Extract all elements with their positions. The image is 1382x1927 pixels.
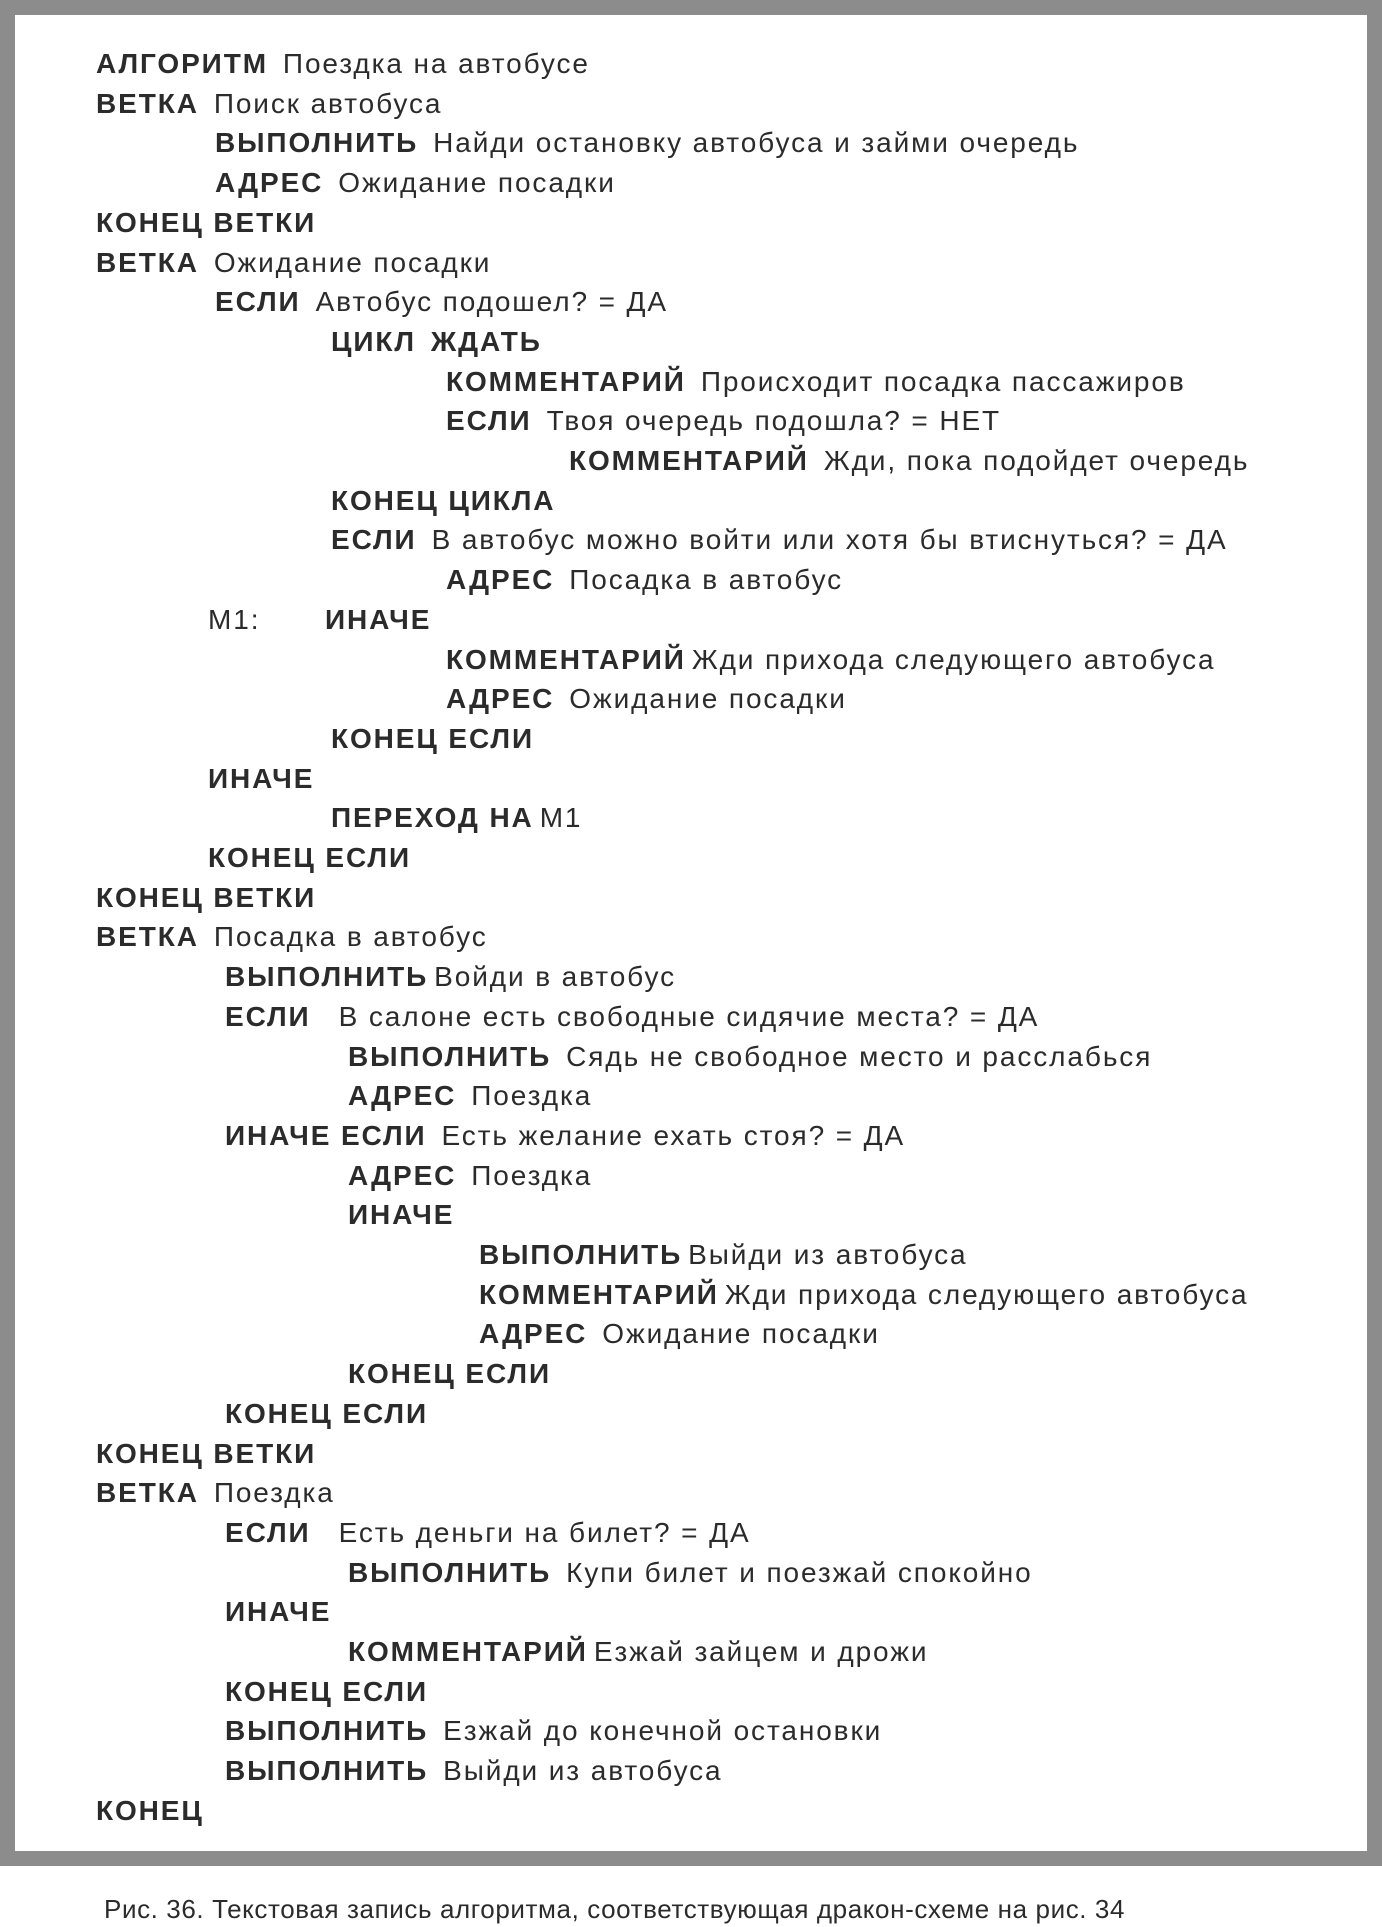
keyword: ЕСЛИ [215, 286, 301, 318]
keyword: ВЫПОЛНИТЬ [348, 1556, 552, 1588]
statement-text: Ожидание посадки [569, 683, 847, 715]
else-line [325, 603, 432, 635]
comment-line [446, 643, 1216, 675]
else-line [208, 762, 315, 794]
keyword: АДРЕС [348, 1159, 457, 1191]
address-line [446, 685, 847, 713]
statement-text: М1 [539, 802, 583, 834]
statement-text: Автобус подошел? = ДА [315, 286, 668, 318]
statement-text: Ожидание посадки [338, 167, 616, 199]
statement-text: Поездка на автобусе [282, 48, 590, 79]
keyword: ВЫПОЛНИТЬ [348, 1040, 552, 1072]
address-line [348, 1159, 593, 1191]
branch-line [96, 923, 488, 951]
statement-text: Есть желание ехать стоя? = ДА [441, 1119, 906, 1151]
statement-text: Выйди из автобуса [443, 1755, 723, 1787]
comment-line [479, 1278, 1249, 1310]
if-line [215, 288, 668, 316]
comment-line [569, 447, 1249, 475]
statement-text: Ожидание посадки [602, 1318, 880, 1350]
address-line [446, 566, 843, 594]
comment-line [446, 365, 1186, 397]
keyword: ВЫПОЛНИТЬ [215, 127, 419, 159]
keyword: КОНЕЦ ЕСЛИ [208, 842, 411, 873]
statement-text: Выйди из автобуса [688, 1239, 968, 1270]
keyword: ЕСЛИ [446, 405, 532, 437]
statement-text: Езжай зайцем и дрожи [593, 1636, 929, 1667]
keyword: КОММЕНТАРИЙ [479, 1278, 719, 1310]
statement-text: Купи билет и поезжай спокойно [566, 1556, 1033, 1588]
statement-text: Сядь не свободное место и расслабься [566, 1040, 1153, 1072]
keyword: ВЫПОЛНИТЬ [225, 961, 429, 993]
label-line [208, 603, 261, 635]
keyword: АЛГОРИТМ [96, 48, 268, 79]
goto-line [331, 804, 582, 832]
keyword: ВЕТКА [96, 1477, 199, 1509]
keyword: КОММЕНТАРИЙ [446, 643, 686, 675]
statement-text: Поиск автобуса [213, 87, 443, 119]
statement-text: Посадка в автобус [569, 564, 844, 596]
keyword: ВЫПОЛНИТЬ [225, 1755, 429, 1787]
keyword: ВЕТКА [96, 87, 199, 119]
keyword: АДРЕС [348, 1080, 457, 1112]
keyword: ЖДАТЬ [430, 325, 542, 357]
keyword: ИНАЧЕ [325, 603, 432, 635]
statement-text: Поездка [213, 1477, 335, 1509]
keyword: КОНЕЦ ЕСЛИ [225, 1675, 428, 1707]
keyword: ЕСЛИ [331, 524, 417, 556]
keyword: ИНАЧЕ [208, 762, 315, 794]
statement-text: Поездка [471, 1159, 593, 1191]
statement-text: Езжай до конечной остановки [443, 1715, 883, 1747]
end-loop-line [331, 484, 556, 516]
statement-text: Войди в автобус [434, 961, 676, 993]
action-line [348, 1040, 1153, 1072]
keyword: ИНАЧЕ [348, 1199, 455, 1231]
address-line [348, 1082, 592, 1110]
if-line [446, 407, 1001, 435]
statement-text: Жди прихода следующего автобуса [724, 1278, 1249, 1310]
action-line [479, 1241, 968, 1269]
keyword: АДРЕС [479, 1318, 588, 1350]
keyword: КОНЕЦ ВЕТКИ [96, 881, 317, 913]
if-line [225, 1516, 751, 1548]
end-branch-line [96, 206, 317, 238]
statement-text: Жди прихода следующего автобуса [691, 643, 1216, 675]
statement-text: Твоя очередь подошла? = НЕТ [546, 405, 1002, 437]
keyword: КОНЕЦ ЦИКЛА [331, 484, 556, 516]
statement-text: Жди, пока подойдет очередь [823, 445, 1250, 476]
address-line [215, 169, 616, 197]
action-line [225, 1717, 882, 1745]
statement-text: Поездка [471, 1080, 593, 1112]
statement-text: Найди остановку автобуса и займи очередь [433, 127, 1080, 159]
keyword: ВЕТКА [96, 921, 199, 953]
keyword: КОНЕЦ ЕСЛИ [225, 1397, 428, 1429]
action-line [225, 1757, 723, 1785]
end-if-line [331, 722, 534, 754]
address-line [479, 1320, 880, 1348]
end-if-line [225, 1397, 428, 1429]
statement-text: Ожидание посадки [213, 246, 492, 278]
end-branch-line [96, 1437, 317, 1469]
action-line [215, 129, 1079, 157]
action-line [225, 963, 676, 991]
algorithm-header-line [96, 50, 590, 78]
else-line [348, 1201, 454, 1229]
keyword: ВЫПОЛНИТЬ [479, 1239, 683, 1270]
end-if-line [225, 1675, 428, 1707]
keyword: ВЫПОЛНИТЬ [225, 1715, 429, 1747]
statement-text: Посадка в автобус [213, 921, 488, 953]
keyword: АДРЕС [215, 167, 324, 199]
end-if-line [208, 844, 411, 872]
keyword: ЕСЛИ [225, 1000, 311, 1032]
end-branch-line [96, 881, 317, 913]
keyword: АДРЕС [446, 683, 555, 715]
comment-line [348, 1638, 928, 1666]
keyword: ИНАЧЕ [225, 1596, 332, 1628]
jump-label: М1: [208, 603, 261, 635]
statement-text: Есть деньги на билет? = ДА [338, 1516, 751, 1548]
branch-line [96, 246, 492, 278]
keyword: КОНЕЦ [96, 1794, 204, 1826]
keyword: КОНЕЦ ВЕТКИ [96, 206, 317, 238]
keyword: ИНАЧЕ ЕСЛИ [225, 1119, 427, 1151]
keyword: ВЕТКА [96, 246, 199, 278]
statement-text: В салоне есть свободные сидячие места? = ДА [338, 1000, 1040, 1032]
keyword: КОММЕНТАРИЙ [569, 445, 809, 476]
if-line [331, 526, 1228, 554]
keyword: КОНЕЦ ВЕТКИ [96, 1437, 317, 1469]
branch-line [96, 1479, 335, 1507]
keyword: АДРЕС [446, 564, 555, 596]
else-line [225, 1598, 331, 1626]
keyword: КОНЕЦ ЕСЛИ [348, 1358, 551, 1390]
figure-caption: Рис. 36. Текстовая запись алгоритма, соответствующая дракон-схеме на рис. 34 [104, 1894, 1126, 1924]
if-line [225, 1000, 1040, 1032]
end-if-line [348, 1360, 551, 1388]
action-line [348, 1556, 1033, 1588]
else-if-line [225, 1119, 906, 1151]
branch-line [96, 87, 443, 119]
loop-line [331, 325, 542, 357]
keyword: ПЕРЕХОД НА [331, 802, 534, 834]
statement-text: Происходит посадка пассажиров [700, 365, 1186, 397]
keyword: КОНЕЦ ЕСЛИ [331, 722, 534, 754]
keyword: КОММЕНТАРИЙ [348, 1636, 588, 1667]
keyword: ЦИКЛ [331, 325, 416, 357]
statement-text: В автобус можно войти или хотя бы втиснуться? = ДА [431, 524, 1228, 556]
end-algorithm-line [96, 1794, 204, 1826]
keyword: ЕСЛИ [225, 1516, 311, 1548]
keyword: КОММЕНТАРИЙ [446, 365, 686, 397]
